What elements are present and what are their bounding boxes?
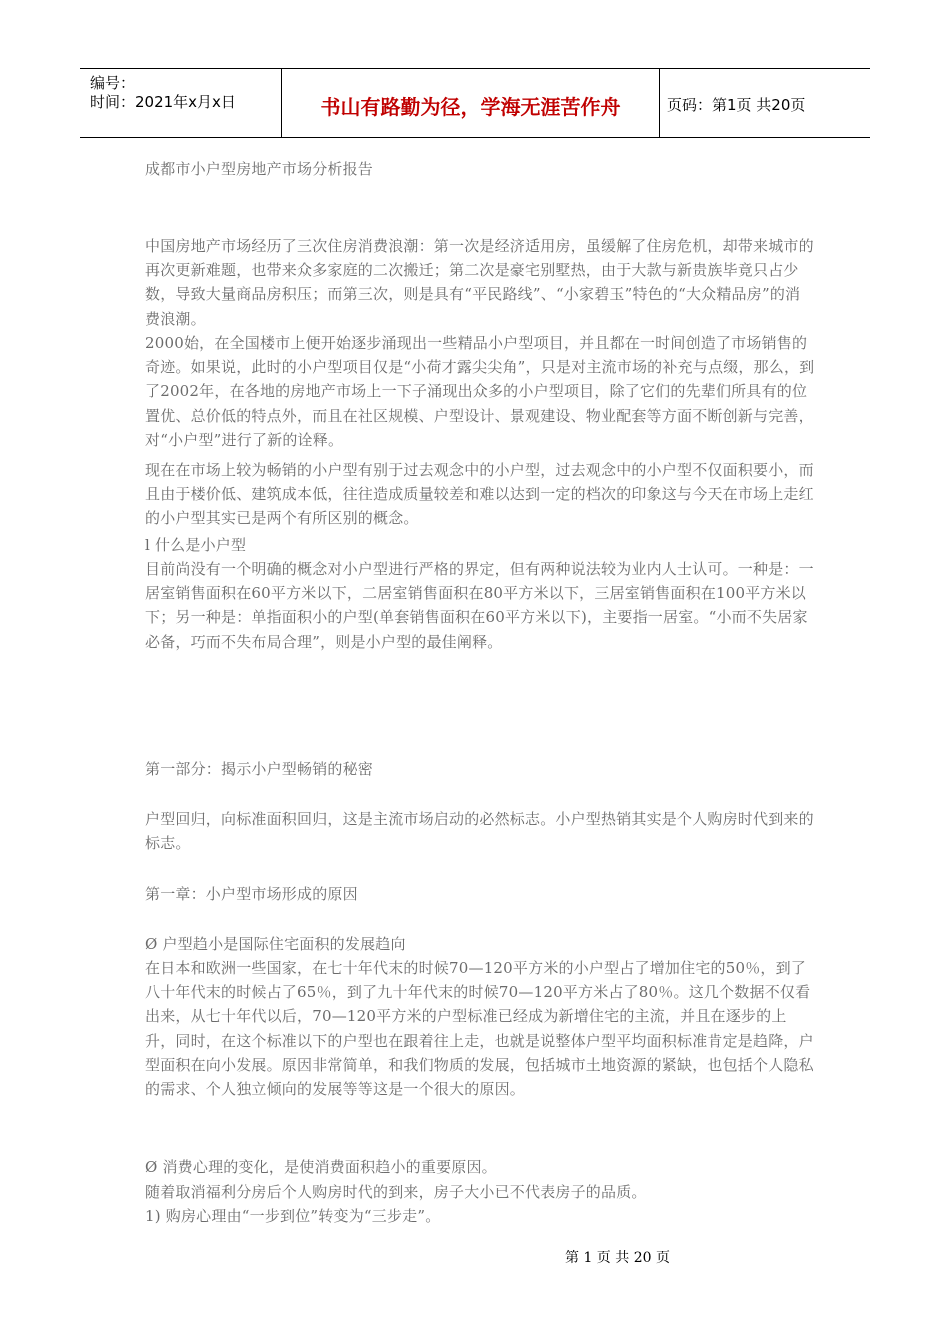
page-footer: 第 1 页 共 20 页 <box>565 1250 670 1266</box>
document-header <box>80 68 870 138</box>
psychology-paragraph: 随着取消福利分房后个人购房时代的到来，房子大小已不代表房子的品质。 <box>145 1183 647 1201</box>
section-heading-what-is: l 什么是小户型 <box>145 536 247 554</box>
definition-paragraph: 目前尚没有一个明确的概念对小户型进行严格的界定，但有两种说法较为业内人士认可。一种是：一居室销售面积在60平方米以下，二居室销售面积在80平方米以下，三居室销售面积在100平方米以下；另一种是：单指面积小的户型(单套销售面积在60平方米以下)，主要指一居室。“小而不失居家必备，巧而不失布局合理”，则是小户型的最佳阐释。 <box>145 560 814 651</box>
document-number-label: 编号： <box>90 74 136 92</box>
header-motto: 书山有路勤为径，学海无涯苦作舟 <box>320 95 621 119</box>
header-page-cell <box>659 69 870 137</box>
intro-paragraph-1: 中国房地产市场经历了三次住房消费浪潮：第一次是经济适用房，虽缓解了住房危机，却带来城市的再次更新难题，也带来众多家庭的二次搬迁；第二次是豪宅别墅热，由于大款与新贵族毕竟只占少数，导致大量商品房积压；而第三次，则是具有“平民路线”、“小家碧玉”特色的“大众精品房”的消费浪潮。 <box>145 237 814 328</box>
header-motto-cell <box>281 69 660 137</box>
chapter-one-title: 第一章：小户型市场形成的原因 <box>145 885 358 903</box>
document-title: 成都市小户型房地产市场分析报告 <box>145 160 374 178</box>
trend-paragraph: 在日本和欧洲一些国家，在七十年代末的时候70—120平方米的小户型占了增加住宅的50％，到了八十年代末的时候占了65％，到了九十年代末的时候70—120平方米占了80％。这几个数据不仅看出来，从七十年代以后，70—120平方米的户型标准已经成为新增住宅的主流，并且在逐步的上升，同时，在这个标准以下的户型也在跟着往上走，也就是说整体户型平均面积标准肯定是趋降，户型面积在向小发展。原因非常简单，和我们物质的发展，包括城市土地资源的紧缺，也包括个人隐私的需求、个人独立倾向的发展等等这是一个很大的原因。 <box>145 959 814 1099</box>
part-one-paragraph: 户型回归，向标准面积回归，这是主流市场启动的必然标志。小户型热销其实是个人购房时代到来的标志。 <box>145 810 814 853</box>
intro-paragraph-3: 现在在市场上较为畅销的小户型有别于过去观念中的小户型，过去观念中的小户型不仅面积要小，而且由于楼价低、建筑成本低，往往造成质量较差和难以达到一定的档次的印象这与今天在市场上走红的小户型其实已是两个有所区别的概念。 <box>145 461 814 528</box>
document-date: 时间：2021年x月x日 <box>90 93 236 111</box>
intro-paragraph-2: 2000始，在全国楼市上便开始逐步涌现出一些精品小户型项目，并且都在一时间创造了市场销售的奇迹。如果说，此时的小户型项目仅是“小荷才露尖尖角”，只是对主流市场的补充与点缀，那么，到了2002年，在各地的房地产市场上一下子涌现出众多的小户型项目，除了它们的先辈们所具有的位置优、总价低的特点外，而且在社区规模、户型设计、景观建设、物业配套等方面不断创新与完善，对“小户型”进行了新的诠释。 <box>145 334 815 449</box>
header-info-cell <box>80 69 280 137</box>
psychology-heading: Ø 消费心理的变化，是使消费面积趋小的重要原因。 <box>145 1158 497 1176</box>
psychology-list-item-1: 1) 购房心理由“一步到位”转变为“三步走”。 <box>145 1207 441 1225</box>
part-one-title: 第一部分：揭示小户型畅销的秘密 <box>145 760 374 778</box>
header-page-info: 页码：第1页 共20页 <box>667 96 806 114</box>
trend-heading: Ø 户型趋小是国际住宅面积的发展趋向 <box>145 935 406 953</box>
